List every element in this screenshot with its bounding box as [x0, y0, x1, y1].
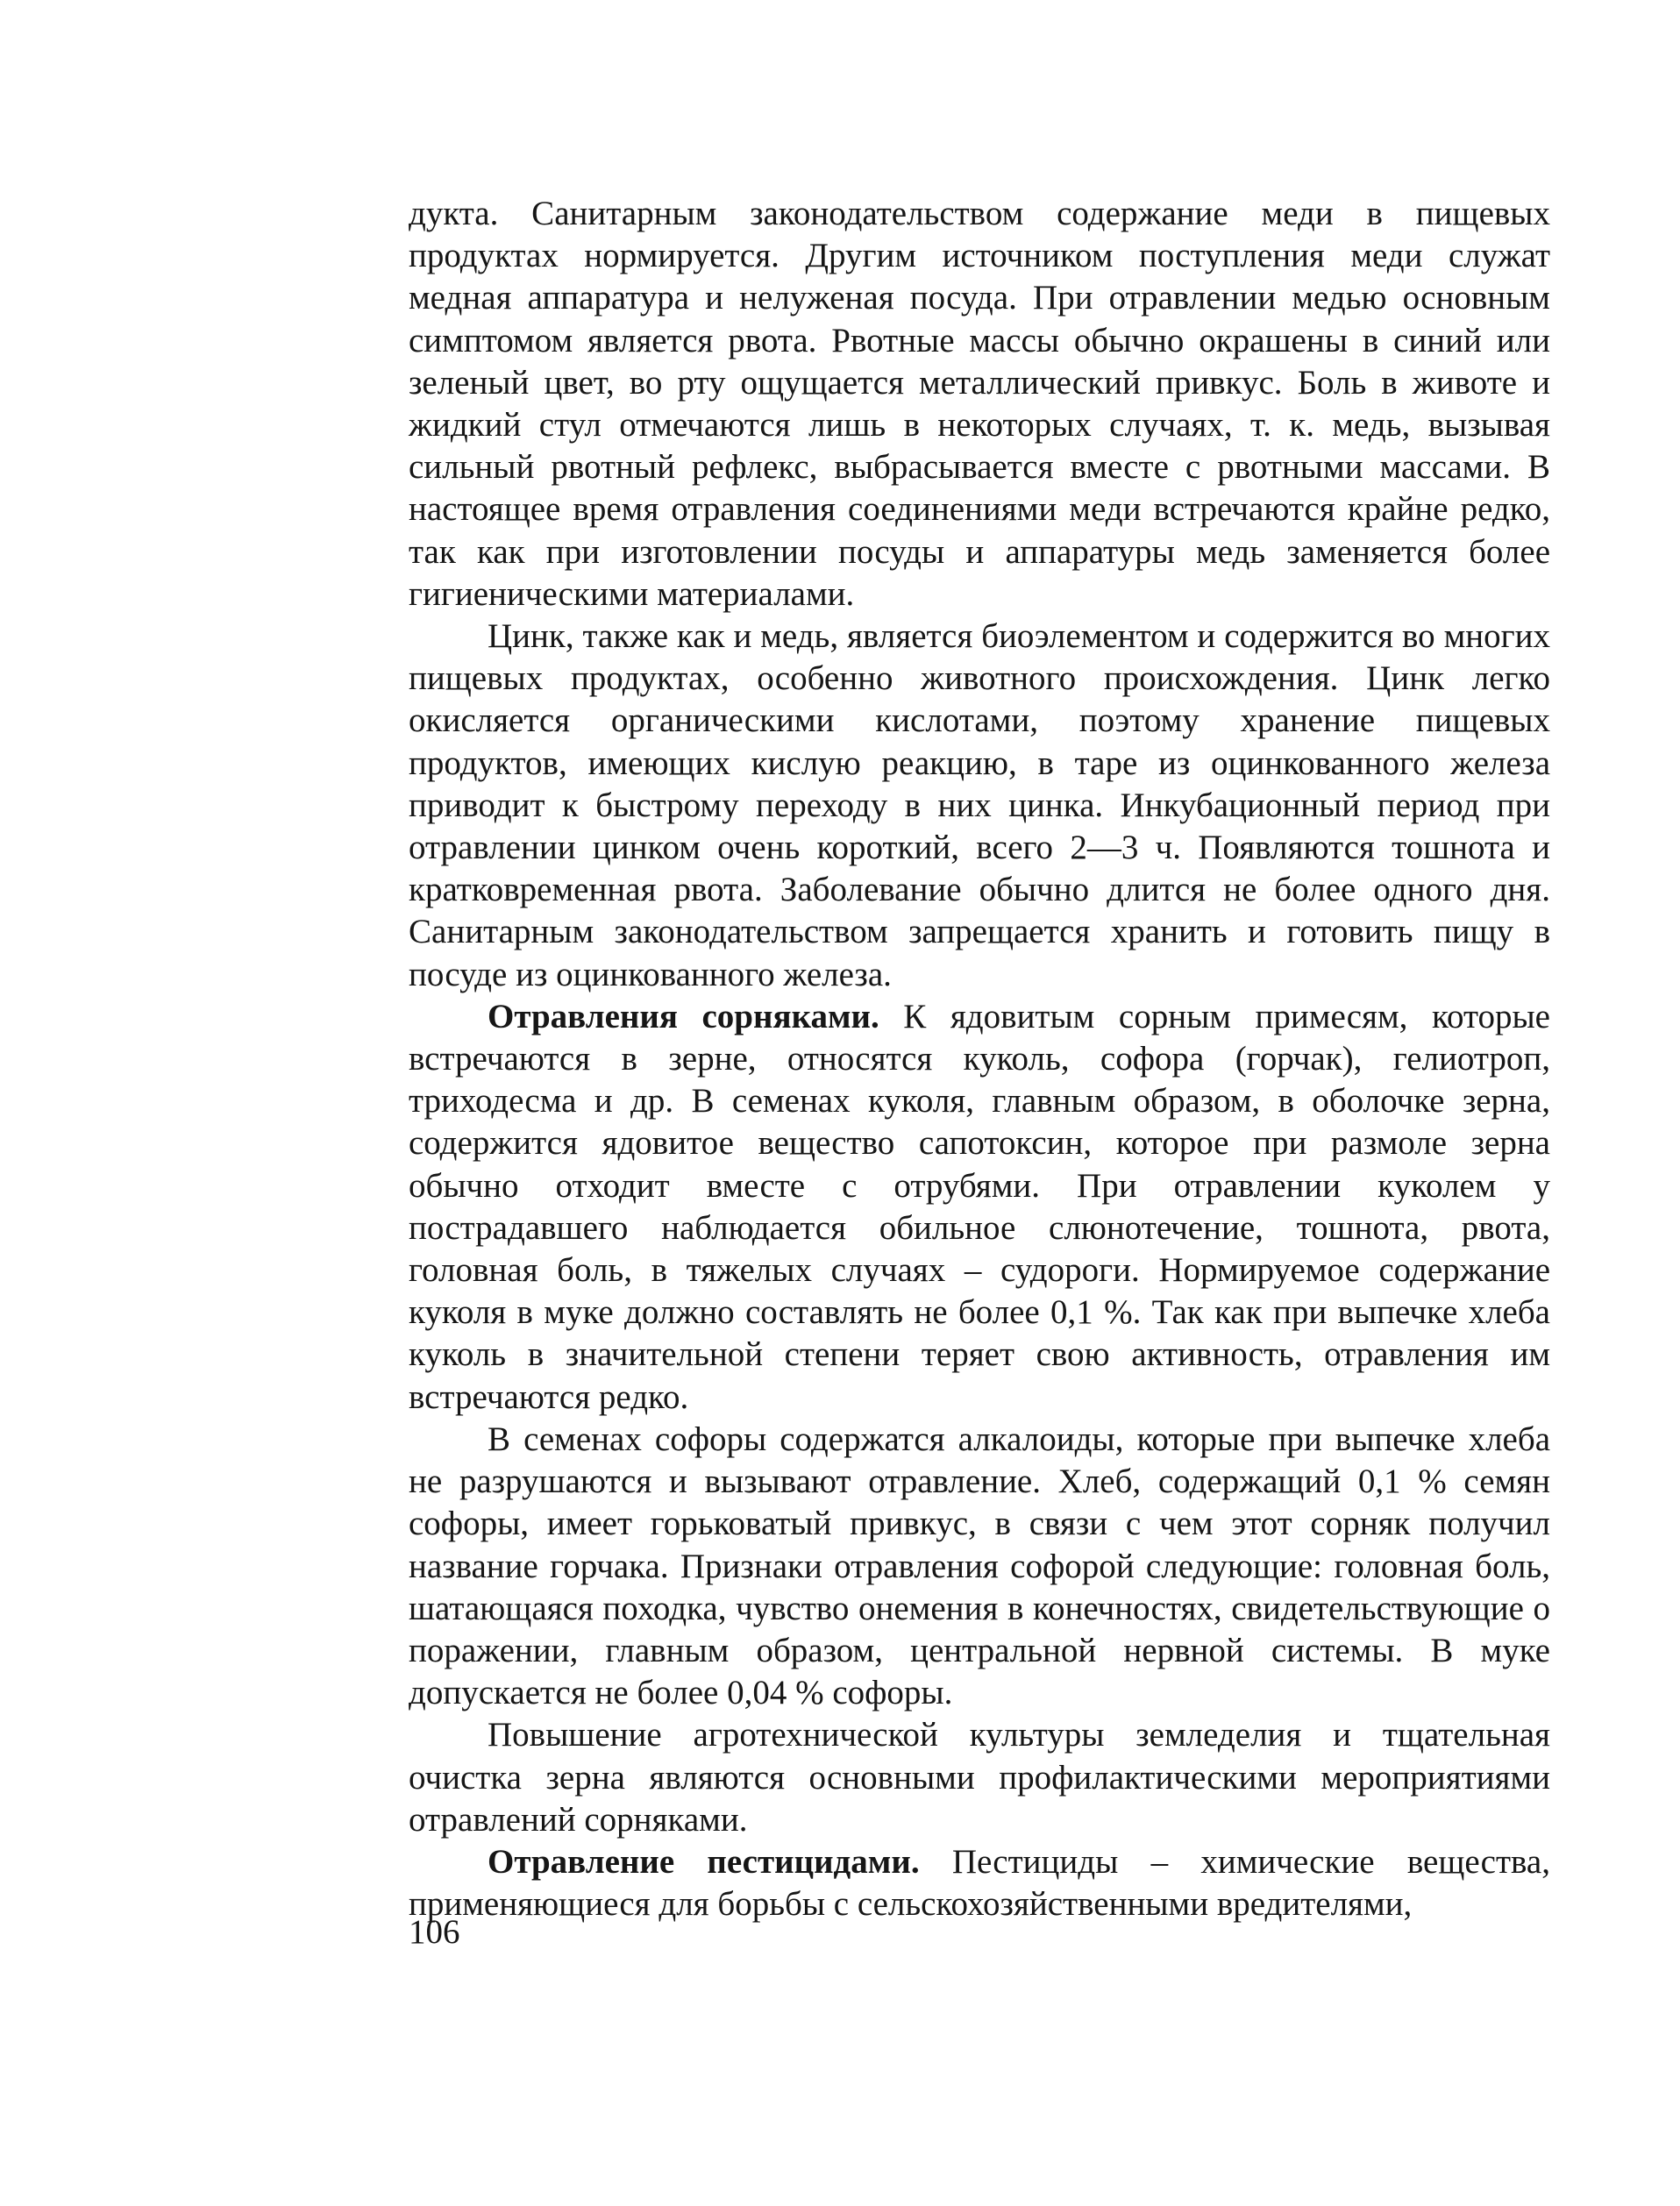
- paragraph-bold-lead: Отравление пестицидами.: [488, 1842, 920, 1881]
- page-number: 106: [409, 1913, 460, 1951]
- page-body-text: [409, 193, 1550, 1925]
- paragraph-copper: [409, 193, 1550, 616]
- paragraph-weeds: [409, 996, 1550, 1419]
- paragraph-text: В семенах софоры содержатся алкалоиды, которые при выпечке хлеба не разрушаются и вызывают отравление. Хлеб, содержащий 0,1 % семян софоры, имеет горьковатый привкус, в связи с чем этот сорняк получил название горчака. Признаки отравления софорой следующие: головная боль, шатающаяся походка, чувство онемения в конечностях, свидетельствующие о поражении, главным образом, центральной нервной системы. В муке допускается не более 0,04 % софоры.: [409, 1420, 1550, 1712]
- paragraph-pesticides: [409, 1841, 1550, 1925]
- paragraph-zinc: [409, 616, 1550, 996]
- paragraph-text: Пестициды – химические вещества, применяющиеся для борьбы с сельскохозяйственными вредителями,: [409, 1842, 1550, 1924]
- paragraph-text: Повышение агротехнической культуры земледелия и тщательная очистка зерна являются основными профилактическими мероприятиями отравлений сорняками.: [409, 1716, 1550, 1839]
- paragraph-text: Цинк, также как и медь, является биоэлементом и содержится во многих пищевых продуктах, особенно животного происхождения. Цинк легко окисляется органическими кислотами, поэтому хранение пищевых продуктов, имеющих кислую реакцию, в таре из оцинкованного железа приводит к быстрому переходу в них цинка. Инкубационный период при отравлении цинком очень короткий, всего 2—3 ч. Появляются тошнота и кратковременная рвота. Заболевание обычно длится не более одного дня. Санитарным законодательством запрещается хранить и готовить пищу в посуде из оцинкованного железа.: [409, 617, 1550, 993]
- paragraph-text: дукта. Санитарным законодательством содержание меди в пищевых продуктах нормируется. Другим источником поступления меди служат медная аппаратура и нелуженая посуда. При отравлении медью основным симптомом является рвота. Рвотные массы обычно окрашены в синий или зеленый цвет, во рту ощущается металлический привкус. Боль в животе и жидкий стул отмечаются лишь в некоторых случаях, т. к. медь, вызывая сильный рвотный рефлекс, выбрасывается вместе с рвотными массами. В настоящее время отравления соединениями меди встречаются крайне редко, так как при изготовлении посуды и аппаратуры медь заменяется более гигиеническими материалами.: [409, 195, 1550, 613]
- paragraph-bold-lead: Отравления сорняками.: [488, 997, 879, 1035]
- paragraph-sophora: [409, 1419, 1550, 1714]
- paragraph-prevention: [409, 1714, 1550, 1841]
- paragraph-text: К ядовитым сорным примесям, которые встречаются в зерне, относятся куколь, софора (горчак), гелиотроп, триходесма и др. В семенах куколя, главным образом, в оболочке зерна, содержится ядовитое вещество сапотоксин, которое при размоле зерна обычно отходит вместе с отрубями. При отравлении куколем у пострадавшего наблюдается обильное слюнотечение, тошнота, рвота, головная боль, в тяжелых случаях – судороги. Нормируемое содержание куколя в муке должно составлять не более 0,1 %. Так как при выпечке хлеба куколь в значительной степени теряет свою активность, отравления им встречаются редко.: [409, 997, 1550, 1416]
